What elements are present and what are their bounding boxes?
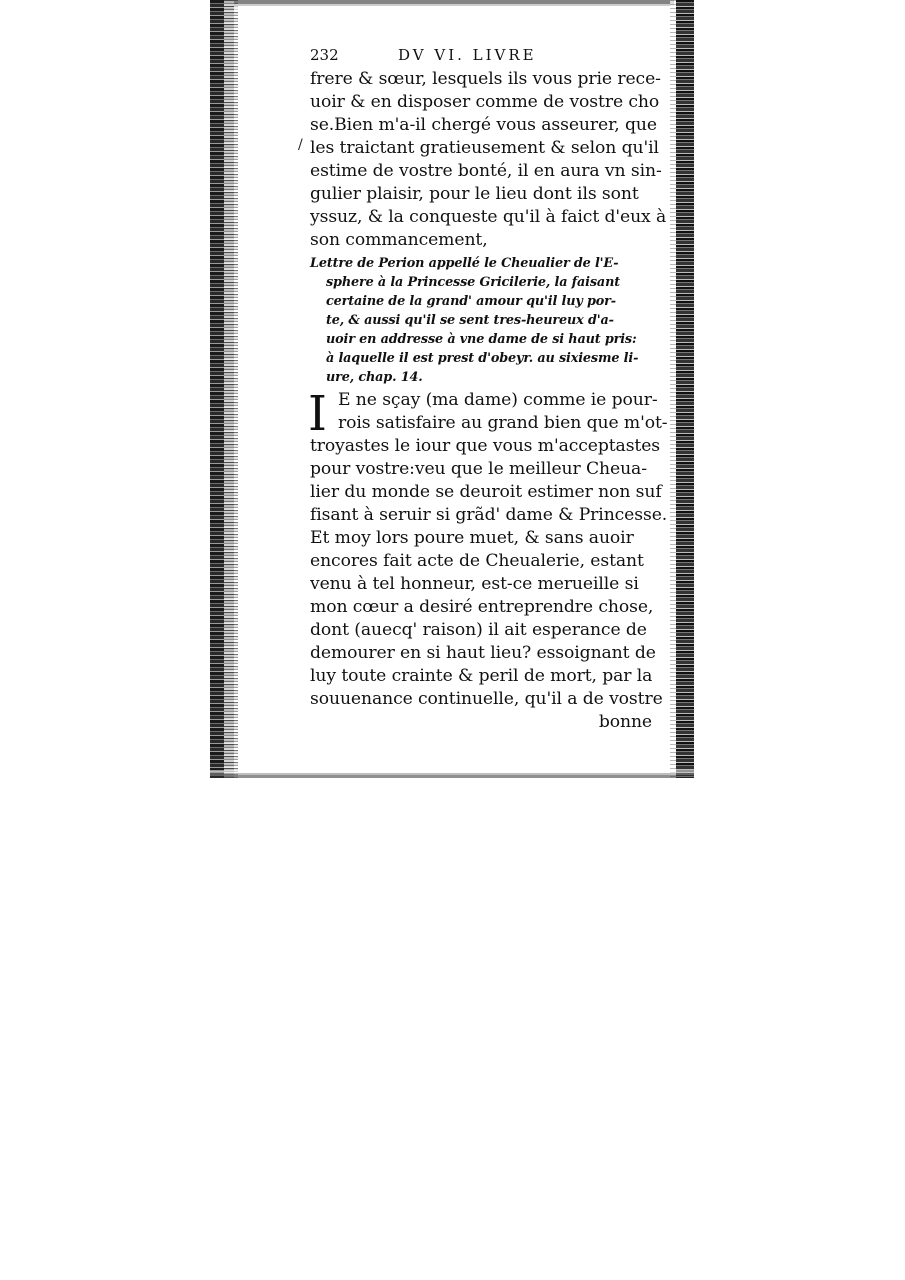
catchword: bonne [598,712,652,732]
text-line: lier du monde se deuroit estimer non suf [310,482,662,502]
margin-mark: / [298,137,303,153]
text-line: uoir & en disposer comme de vostre cho [310,92,660,112]
page-edge-top [234,0,674,12]
drop-cap-block [308,386,668,442]
heading-line: à laquelle il est prest d'obeyr. au sixiesme li- [326,351,639,366]
paragraph-continuation [310,68,667,252]
drop-cap: I [308,386,327,442]
text-line: Et moy lors poure muet, & sans auoir [310,528,634,548]
text-line: luy toute crainte & peril de mort, par la [310,666,653,686]
heading-line: Lettre de Perion appellé le Cheualier de l'E- [310,256,619,271]
page-edge-right [676,0,694,778]
text-line: les traictant gratieusement & selon qu'il [310,138,659,158]
text-line: E ne sçay (ma dame) comme ie pour- [338,390,658,410]
letter-heading [310,254,652,387]
heading-line: certaine de la grand' amour qu'il luy por- [326,294,616,309]
text-line: son commancement, [310,230,488,250]
page-header [310,42,652,68]
heading-line: sphere à la Princesse Gricilerie, la faisant [326,275,620,290]
text-line: dont (auecq' raison) il ait esperance de [310,620,647,640]
text-line: souuenance continuelle, qu'il a de vostre [310,689,663,709]
text-line: pour vostre:veu que le meilleur Cheua- [310,459,647,479]
text-line: estime de vostre bonté, il en aura vn sin- [310,161,662,181]
text-line: gulier plaisir, pour le lieu dont ils sont [310,184,639,204]
page-edge-left [210,0,234,778]
text-line: rois satisfaire au grand bien que m'ot- [338,413,668,433]
running-head: DV VI. LIVRE [398,46,537,64]
text-block [308,42,668,734]
text-line: demourer en si haut lieu? essoignant de [310,643,656,663]
text-line: troyastes le iour que vous m'acceptastes [310,436,661,456]
text-line: venu à tel honneur, est-ce merueille si [310,574,639,594]
heading-line: uoir en addresse à vne dame de si haut pris: [326,332,637,347]
text-line: mon cœur a desiré entreprendre chose, [310,597,654,617]
text-line: frere & sœur, lesquels ils vous prie rece- [310,69,661,89]
heading-line: te, & aussi qu'il se sent tres-heureux d'a- [326,313,614,328]
heading-line: ure, chap. 14. [326,370,423,385]
text-line: yssuz, & la conqueste qu'il à faict d'eux à [310,207,667,227]
letter-body [308,386,668,734]
text-line: fisant à seruir si grãd' dame & Princesse. [310,505,668,525]
text-line: encores fait acte de Cheualerie, estant [310,551,644,571]
text-line: se.Bien m'a-il chergé vous asseurer, que [310,115,657,135]
page-edge-bottom [210,770,694,778]
page-number: 232 [310,46,339,64]
